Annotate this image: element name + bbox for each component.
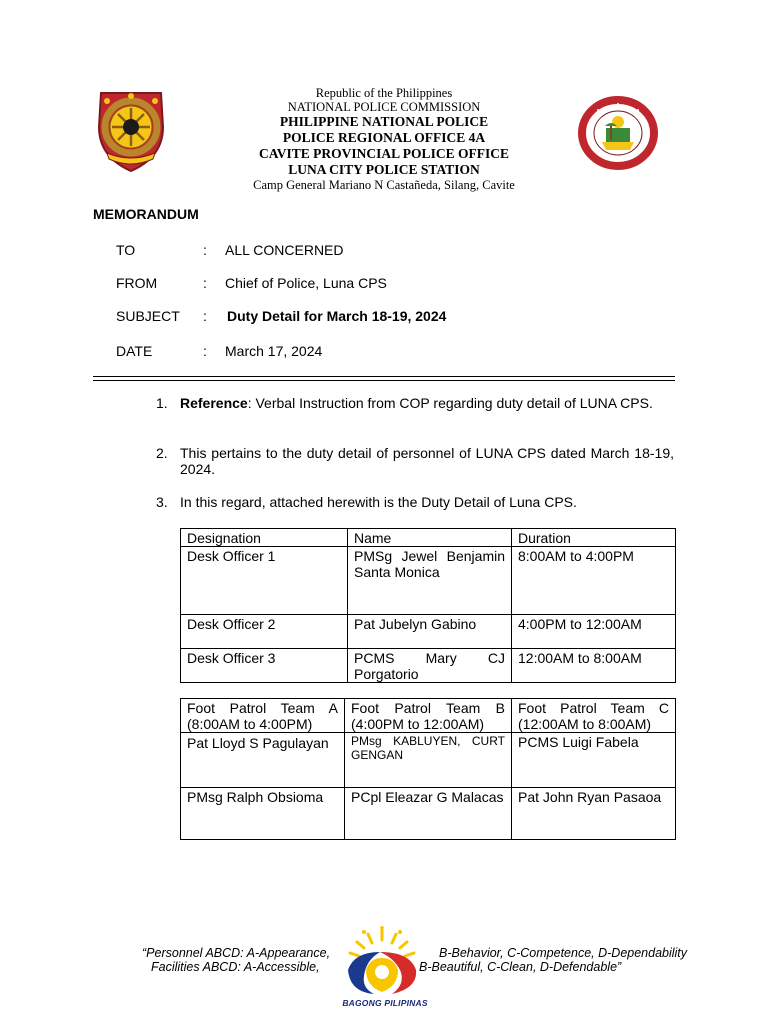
patrol-header-team-a: Foot Patrol Team A (8:00AM to 4:00PM)	[181, 699, 345, 733]
bagong-pilipinas-logo-icon	[340, 926, 424, 998]
patrol-team-c-cell: Pat John Ryan Pasaoa	[512, 788, 676, 840]
desk-officer-table	[180, 528, 676, 683]
table-row	[181, 649, 676, 683]
divider-top	[93, 376, 675, 377]
patrol-team-a-cell: Pat Lloyd S Pagulayan	[181, 733, 345, 788]
desk-header-duration: Duration	[512, 529, 676, 547]
patrol-header-team-b: Foot Patrol Team B (4:00PM to 12:00AM)	[345, 699, 512, 733]
foot-patrol-table	[180, 698, 676, 840]
desk-name-cell: PMSg Jewel Benjamin Santa Monica	[348, 547, 512, 615]
table-row	[181, 547, 676, 615]
footer-left-line-2: Facilities ABCD: A-Accessible,	[151, 960, 320, 974]
patrol-team-b-cell: PMsg KABLUYEN, CURT GENGAN	[345, 733, 512, 788]
header-napolcom: NATIONAL POLICE COMMISSION	[287, 100, 481, 114]
patrol-team-c-cell: PCMS Luigi Fabela	[512, 733, 676, 788]
table-row	[181, 788, 676, 840]
desk-duration-cell: 4:00PM to 12:00AM	[512, 615, 676, 649]
para-1-text: : Verbal Instruction from COP regarding duty detail of LUNA CPS.	[247, 395, 653, 411]
desk-duration-cell: 8:00AM to 4:00PM	[512, 547, 676, 615]
desk-designation-cell: Desk Officer 3	[181, 649, 348, 683]
para-3-text: In this regard, attached herewith is the Duty Detail of Luna CPS.	[180, 494, 577, 510]
table-row	[181, 733, 676, 788]
subject-colon: :	[203, 308, 207, 324]
desk-name-cell: Pat Jubelyn Gabino	[348, 615, 512, 649]
subject-label: SUBJECT	[116, 308, 180, 324]
desk-duration-cell: 12:00AM to 8:00AM	[512, 649, 676, 683]
date-value: March 17, 2024	[225, 343, 323, 359]
patrol-table-header-row	[181, 699, 676, 733]
patrol-header-team-c: Foot Patrol Team C (12:00AM to 8:00AM)	[512, 699, 676, 733]
from-value: Chief of Police, Luna CPS	[225, 275, 387, 291]
para-1	[180, 395, 674, 411]
header-station: LUNA CITY POLICE STATION	[288, 162, 480, 177]
header-address: Camp General Mariano N Castañeda, Silang, Cavite	[253, 178, 515, 192]
to-value: ALL CONCERNED	[225, 242, 344, 258]
desk-table-header-row	[181, 529, 676, 547]
footer-right-line-2: B-Beautiful, C-Clean, D-Defendable”	[419, 960, 622, 974]
divider-bottom	[93, 380, 675, 381]
from-colon: :	[203, 275, 207, 291]
table-row	[181, 615, 676, 649]
para-1-number: 1.	[156, 395, 168, 411]
para-3-number: 3.	[156, 494, 168, 510]
from-label: FROM	[116, 275, 158, 291]
desk-name-cell: PCMS Mary CJ Porgatorio	[348, 649, 512, 683]
date-colon: :	[203, 343, 207, 359]
para-2-number: 2.	[156, 445, 168, 461]
to-label: TO	[116, 242, 136, 258]
footer-right-line-1: B-Behavior, C-Competence, D-Dependability	[439, 946, 688, 960]
date-label: DATE	[116, 343, 153, 359]
desk-designation-cell: Desk Officer 1	[181, 547, 348, 615]
header-provincial-office: CAVITE PROVINCIAL POLICE OFFICE	[259, 146, 509, 161]
bagong-pilipinas-text: BAGONG PILIPINAS	[342, 998, 428, 1008]
to-colon: :	[203, 242, 207, 258]
memo-title: MEMORANDUM	[93, 206, 199, 222]
patrol-team-b-cell: PCpl Eleazar G Malacas	[345, 788, 512, 840]
header-regional-office: POLICE REGIONAL OFFICE 4A	[282, 130, 486, 145]
header-pnp: PHILIPPINE NATIONAL POLICE	[279, 114, 489, 129]
para-1-lead: Reference	[180, 395, 248, 411]
desk-designation-cell: Desk Officer 2	[181, 615, 348, 649]
para-2-text: This pertains to the duty detail of personnel of LUNA CPS dated March 18-19, 2024.	[180, 445, 674, 477]
patrol-team-a-cell: PMsg Ralph Obsioma	[181, 788, 345, 840]
footer-left-line-1: “Personnel ABCD: A-Appearance,	[142, 946, 331, 960]
subject-value: Duty Detail for March 18-19, 2024	[227, 308, 447, 324]
header-republic: Republic of the Philippines	[315, 86, 453, 100]
desk-header-designation: Designation	[181, 529, 348, 547]
desk-header-name: Name	[348, 529, 512, 547]
